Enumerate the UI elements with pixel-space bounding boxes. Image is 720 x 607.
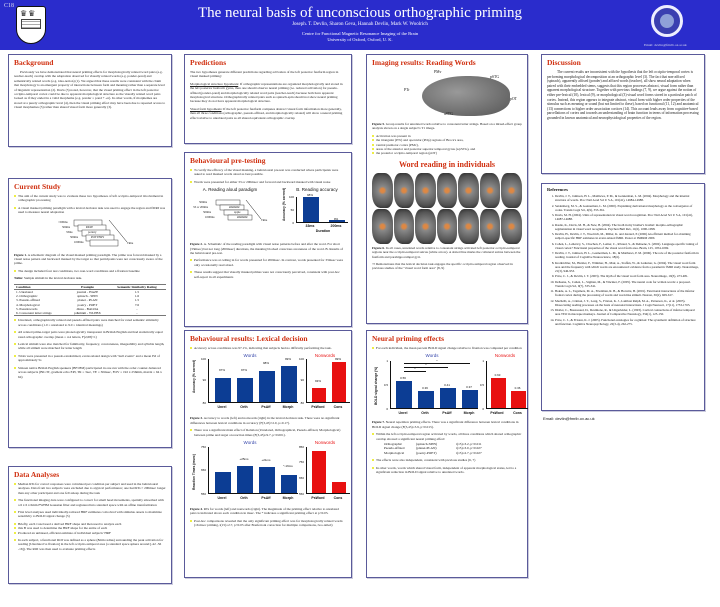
bar-33ms [303, 197, 319, 223]
bullet: In other words, words which shared visual form, independent of apparent morphological status, led to a significant reduction in BOLD signal relative to unrelated words. [372, 466, 522, 475]
region-label: pSTG [490, 75, 500, 79]
y-tick: 1 [482, 359, 484, 364]
bar-psaff [259, 467, 275, 493]
x-tick: Orth [240, 405, 248, 410]
subject-slice [480, 173, 501, 208]
figure-2a-title: A. Reading aloud paradigm [202, 187, 258, 193]
stimulus-word: pottery [88, 229, 97, 234]
figure-6-caption: Figure 6. In all cases, unrelated words relative to consonant strings activated left posterior occipito-temporal regions near the occipito-temporal sulcus (white arrow). A dotted line marks the collateral sulcus between the fusiform and parahippocampal gyri. [372, 245, 521, 259]
figure-5-caption: Figure 5. Group results for unrelated words relative to consonant letter strings. Based on a mixed-effect group analysis shown on a single subject's T1 image. [372, 122, 522, 131]
table-caption: Table: Sample stimuli in the lexical decision task. [14, 276, 83, 281]
figure-7-caption: Figure 7. Neural repetition priming effects. There was a significant difference between lexical conditions in BOLD signal change (F(3,45)=3.9, p<0.015). [372, 420, 519, 429]
chart-axes [306, 447, 350, 494]
y-tick: 1 [386, 359, 388, 364]
y-tick: 100 [298, 357, 304, 362]
y-axis-label: Accuracy (% correct) [192, 360, 196, 394]
y-tick: 80 [300, 401, 304, 406]
chart-title: Words [425, 353, 439, 359]
bar-psaff [440, 388, 456, 408]
reference-item: 13. Distler, C., Boussaoud, D., Desimone, R., & Ungerleider, L. (1993). Cortical connections of inferior temporal area TEO in macaque monkeys. Journal of Comparative Neurology, 334(1), 125-150. [555, 308, 699, 316]
discussion-panel [541, 54, 705, 174]
predictions-heading: Predictions [190, 58, 227, 67]
sub-bullet: this B was used to determine the HRF shape for the entire of each [14, 526, 166, 530]
references-heading: References [547, 187, 568, 192]
subject-slice [437, 173, 458, 208]
stimulus-word: ####### [229, 205, 240, 210]
bullet: Sixteen native British English speakers (BF:J8M) participated in one run with the order counter-balanced across subjects (B0=3T, gradient echo EPI, TR = 3sec, TE = 30msec, FOV = 192 x 256mm, matrix = 64 x 64) [14, 366, 166, 379]
references-list [547, 194, 699, 326]
bullet: Accuracy across conditions was 97.1%, indicating that subjects had no difficulty performing the task. [190, 346, 346, 350]
effect-row: Morphological (poetry-POET) t(15)=2.7, p<0.027 [384, 450, 482, 455]
bullet: Within the left occipito-temporal region activated by words, all three conditions which shared orthographic overlap showed a significant neural priming effect: [372, 432, 522, 441]
discussion-text: The current results are inconsistent with the hypothesis that the left occipito-temporal cortex is performing morphological decomposition at an orthographic level (3). The fact that non-affixed (spinach), apparently affixed (ponder) and affixed words (teacher), all show neural adaptation when paired with their embedded stems, suggests that this region processes abstract, visual form rather than apparent morphological structure. Together with previous findings (7, 9), we argue against the notion of either pre-lexical (10), lexical (9), or morphological (3) visual word forms stored in a particular patch of cortex. Instead, this region appears to integrate abstract, visual form with higher order properties of the stimulus such as meaning or sound (but not limited to these), based on functional (11, 12) and anatomical (13) connections to higher order association cortices (14). This account leads away from cognitive-based parcellations of cortex and towards an understanding of brain function in terms of information processing grounded in known anatomical and neurophysiological properties of the region. [547, 70, 699, 120]
affiliation-line-2: University of Oxford, Oxford, U. K. [327, 37, 393, 42]
y-tick: 0 [386, 407, 388, 412]
bar-value: 93% [314, 379, 321, 384]
x-axis-label: Duration [315, 229, 331, 234]
timing-label: ~500ms [58, 219, 68, 224]
significance-star: * [414, 367, 416, 372]
priming-label: *-16ms [283, 464, 293, 469]
x-tick: Cons [513, 411, 522, 416]
bar-orth [237, 378, 253, 402]
figure-2-caption: Figure 2. A. Schematic of the reading paradigm with visual noise patterns before and after the word. For short (33msec) but not long (200msec) durations, the masking blocked conscious awareness of the word. B. Results of the behavioural pre-test. [190, 242, 344, 256]
bullet: Median RTs for correct responses were calculated per condition per subject and used in the behavioural analyses. Data from two subjects were excluded due to atypical performance; one had RTs > 200msec longer than any other participant and one fell asleep during the task [14, 482, 166, 495]
bullet: Activation was present in [372, 134, 522, 138]
reference-item: 2. Seidenberg, M. S., & Gonnerman, L. M. (2000). Explaining derivational morphology as the convergence of codes. Trends Cogn Sci, 4(9), 353-361. [555, 204, 699, 212]
figure-6-note: ⇒ Demonstrates that the lexical decision task engages the specific occipito-temporal region observed in previous studies of the "visual word form area" (8, 9) [372, 262, 513, 271]
x-tick: Orth [240, 496, 248, 501]
masked-priming-diagram [14, 218, 164, 250]
time-arrow-label: Time [261, 218, 268, 223]
references-panel [541, 183, 705, 411]
priming-label: +21ms [261, 458, 271, 463]
reference-item: 1. Devlin, J. T., Jamison, H. L., Matthews, P. M., & Gonnerman, L. M. (2004). Morphology and the internal structure of words. Proc Natl Acad Sci U S A, 101(41), 14984-14988. [555, 194, 699, 202]
chart-title: Words [243, 440, 257, 446]
bullet: All related prime-target pairs were phonologically transparent in British English and had statistically equal rated orthographic overlap (mean = 4.4 letters, F(2,68)<1) [14, 330, 166, 339]
table-row: 4. Morphological poetry - POET 7.6 [16, 302, 140, 307]
stimuli-table: Condition Example Semantic Similarity Rating 1. Unrelated journal - HAZE 1.5 2. Orthographic spinach - SPIN 1.6 3. Pseudo-affixed planet - PLAN 1.5 4. Morphological poetry - POET 7.6 5. Pseudowords dinsa - BALDA - 6. Consonant letter strings pdkmnm - WLPBX - [14, 284, 166, 317]
reading-accuracy-chart [282, 187, 352, 239]
bar-psword [491, 378, 506, 408]
timing-label: 33ms [66, 229, 73, 234]
y-tick: 50 [290, 208, 294, 213]
bar-value: 99% [334, 357, 341, 362]
bullet: Performance was at ceiling in for words presented for 200msec. In contrast, words presented for 33msec were only occasionally read aloud. [190, 258, 346, 267]
figure-3-caption: Figure 3. Accuracy to words (left) and nonwords (right) in the lexical decision task. There were no significant differences between lexical conditions in accuracy (F(3,45)<2.0, p=0.17). [190, 416, 340, 425]
bar-value: 97% [218, 368, 225, 373]
x-tick: 200ms [330, 224, 342, 229]
timing-label: 500ms [70, 234, 79, 239]
imaging-panel [366, 54, 528, 324]
reference-item: 5. Devlin, H., Devlin, J. T., Woolrich, M., Miller, K. and Jezzard, P. (2006) An efficient method for obtaining subject-specific HRF estimates in event-related fMRI. Poster at ISMRM 2006 [555, 232, 699, 240]
table-row: 5. Pseudowords dinsa - BALDA - [16, 306, 138, 311]
bullet: The effects were also independent, consistent with previous studies (6, 7) [372, 458, 522, 462]
subject-slice [501, 209, 522, 244]
y-tick: 0.5 [479, 383, 484, 388]
table-row: 6. Consonant letter strings pdkmnm - WLPBX - [14, 311, 166, 316]
reference-item: 6. Cohen, L., Lehericy, S., Chochon, F., Lemer, C., Rivaud, S., & Dehaene, S. (2002). Language-specific tuning of visual cortex? Functional properties of the visual word form area. Brain, 125, 1054-1069. [555, 242, 699, 250]
subject-slice [372, 209, 393, 244]
background-heading: Background [14, 58, 54, 67]
x-tick: PsAff [261, 496, 271, 501]
header-email: Email: devlin@fmrib.ox.ac.uk [644, 43, 687, 47]
x-tick: Morph [282, 496, 294, 501]
x-tick: Cons [333, 496, 343, 501]
poster-title: The neural basis of unconscious orthographic priming [197, 5, 523, 21]
figure-7-bold-charts [372, 353, 522, 417]
stimulus-word: POTTERY [91, 234, 105, 239]
region-label: aSTG [444, 112, 453, 116]
morphological-hypothesis: Morphological structure hypothesis: If orthographic representations are organized morphologically and stored in the left posterior fusiform gyrus, then one should observe neural priming (i.e. reduced activation) for pseudo-affixed (ponder-pond) and morphologically related word pairs (teacher-teach) because both have apparent morphological structure. Orthographically related pairs such as spinach-spin should not show neural priming because they do not have apparent morphological structure. [190, 81, 343, 104]
y-axis-label: Accuracy (% correct) [282, 188, 286, 222]
subject-slice [415, 173, 436, 208]
chart-axes [208, 359, 298, 403]
timing-label: 500ms [203, 210, 212, 215]
effect-row: Pseudo-affixed (planet-PLAN) t(15)=3.0, p<0.027 [384, 446, 482, 451]
subject-slice [394, 209, 415, 244]
subject-slice [501, 173, 522, 208]
word-reading-heading: Word reading in individuals [398, 159, 496, 169]
table-row: 2. Orthographic spinach - SPIN 1.6 [16, 293, 140, 298]
bar-psaff [259, 371, 275, 402]
chart-axes [486, 361, 528, 409]
bar-value: 0.56 [400, 376, 406, 381]
reference-item: 3. Davis, M. H. (2004). Units of representation in visual word recognition. Proc Natl Acad Sci U S A, 101(41), 14687-14688. [555, 213, 699, 221]
background-panel [8, 54, 172, 147]
bar-psword [312, 451, 326, 493]
priming-label: +25ms [239, 457, 249, 462]
sub-bullet: the posterior occipito-temporal region (pOT) [372, 151, 522, 155]
x-tick: Unrel [398, 411, 408, 416]
bar-morph [281, 366, 297, 402]
timing-label: 1000ms [205, 215, 215, 220]
bullet: Words were presented for either 33 or 200msec and forward and backward masked with visual noise [190, 180, 346, 184]
x-tick: Cons [333, 405, 343, 410]
y-tick: 80 [202, 401, 206, 406]
table-row: 1. Unrelated journal - HAZE 1.5 [16, 289, 140, 294]
bullet: The design included four test conditions, two non-word conditions and a fixation baseline [14, 269, 166, 273]
subject-slice [480, 209, 501, 244]
x-tick: PsWord [311, 496, 325, 501]
subject-slice [372, 173, 393, 208]
y-axis-label: BOLD signal change (%) [374, 367, 378, 406]
predictions-panel [184, 54, 352, 144]
neural-priming-panel [366, 330, 528, 578]
bar-cons [332, 482, 346, 493]
poster-affiliation [0, 31, 720, 43]
reference-item: 7. Devlin, J. T., Jamison, H. L., Gonnerman, L. M., & Matthews, P. M. (2006). The role of the posterior fusiform in reading. Journal of Cognitive Neuroscience, 18(6). [555, 251, 699, 259]
predictions-intro: The two hypotheses generate different predictions regarding activation of the left posterior fusiform region in visual masked priming: [190, 70, 339, 79]
bar-unrel [215, 472, 231, 493]
bar-cons [511, 391, 526, 408]
figure-3-accuracy-charts [190, 353, 346, 413]
figure-2 [190, 187, 346, 239]
chart-axes [208, 447, 298, 494]
lexical-decision-panel [184, 330, 352, 578]
reference-item: 11. Bokde, A. L., Tagamets, M. A., Friedman, R. B., & Horwitz, B. (2001). Functional interactions of the inferior frontal cortex during the processing of words and word-like stimuli. Neuron, 30(2), 609-617. [555, 289, 699, 297]
bar-value: 98% [306, 193, 313, 198]
bar-value: 0.63 [494, 373, 501, 378]
bullet: Trials were presented in a pseudo-randomized, event-related design with "null events" and a mean ISI of approximately 5s [14, 354, 166, 363]
significance-bracket [404, 371, 426, 372]
y-tick: 0 [292, 221, 294, 226]
data-analyses-panel [8, 466, 172, 584]
x-tick: Morph [282, 405, 294, 410]
bar-value: 9% [333, 217, 339, 222]
x-tick: 33ms [305, 224, 315, 229]
bullet: The functional imaging data were configured to correct for small head movements, spatially smoothed with a 6 x 6 x 6mm FWHM Gaussian filter and registered into standard space with an affine transformation [14, 498, 166, 507]
bar-value: 0.36 [514, 386, 521, 391]
reference-item: 14. Price, C. J., & Friston, K. J. (2005). Functional ontologies for cognition: The systematic definition of structure and function. Cognitive Neuropsychology, 22(3-4), 262-275. [555, 318, 699, 326]
y-tick: 100 [288, 195, 294, 200]
bar-value: 97% [240, 368, 247, 373]
visual-form-hypothesis: Visual form hypothesis: If the left posterior fusiform computes abstract visual form information more generally, then all three conditions (orthographic, pseudo-affixed, and morphologically related) will show a neural priming effect relative to unrelated pairs as all shared equivalent orthographic overlap [190, 106, 343, 120]
reference-item: 12. Mechelli, A., Crinion, J. T., Long, S., Friston, K. J., Lambon Ralph, M. A., Patterson, K., et al. (2005). Dissociating reading processes on the basis of neuronal interactions. J Cogn Neurosci, 17(11), 1753-1765. [555, 299, 699, 307]
significance-star: * [436, 359, 438, 364]
current-study-heading: Current Study [14, 182, 61, 191]
sub-bullet: Produced an unbiased, efficient estimate of individual subjects' HRF [14, 531, 166, 535]
pretest-heading: Behavioural pre-testing [190, 156, 266, 165]
bar-unrel [396, 381, 412, 408]
bullet: The aim of the current study was to evaluate these two hypotheses of left occipito-temporal involvement in orthographic processing [14, 194, 166, 203]
bullet: Unrelated, orthographically related and pseudo-affixed pairs were matched for rated semantic similarity across conditions (1.0 = unrelated to 9.0 = identical meanings) [14, 318, 166, 327]
y-tick: 90 [300, 378, 304, 383]
figure-1-diagram [14, 218, 166, 250]
subject-slice [458, 173, 479, 208]
x-tick: PsAff [261, 405, 271, 410]
reference-item: 10. Dehaene, S., Cohen, L., Sigman, M., & Vinckier, F. (2005). The neural code for written words: a proposal. Trends Cogn Sci, 9(7), 335-341. [555, 280, 699, 288]
bar-value: 98% [262, 361, 269, 366]
timing-label: 500ms [199, 200, 208, 205]
bar-orth [418, 391, 434, 408]
y-tick: 850 [298, 445, 304, 450]
x-tick: Unrel [217, 496, 227, 501]
chart-title: Nonwords [314, 353, 336, 359]
x-tick: Morph [463, 411, 475, 416]
bar-value: 99% [284, 357, 291, 362]
poster-header [0, 0, 720, 50]
affiliation-line-1: Centre for Functional Magnetic Resonance Imaging of the Brain [301, 31, 419, 36]
chart-title: Nonwords [494, 353, 516, 359]
time-arrow-label: Time [127, 240, 134, 245]
stimulus-word: PASE [86, 224, 94, 229]
bullet: A visual masked priming paradigm with a lexical decision task was used to engage the region and fMRI was used to measure neural adaptation [14, 206, 166, 215]
individual-brain-slices [372, 173, 522, 244]
y-tick: 750 [200, 445, 206, 450]
bullet: These results suggest that visually masked primes were not consciously perceived, consistent with post-hoc self-report in all experiments [190, 270, 346, 279]
effect-row: Orthographic (spinach-SPIN) t(15)=3.2, p<0.011 [384, 442, 482, 447]
imaging-heading: Imaging results: Reading Words [372, 58, 476, 67]
table-row: 3. Pseudo-affixed planet - PLAN 1.5 [16, 298, 140, 303]
bullet: In each subject, a functional ROI was defined as a sphere (8mm radius) surrounding the peak activation for reading [Unrelated vs fixation] in the left occipito-temporal area (a standard space sphere around [-42 -56 -16]). The ROI was then used to evaluate priming effects [14, 538, 166, 551]
timing-label: 1000ms [74, 239, 84, 244]
poster-code: C18 [4, 3, 15, 9]
y-tick: 0 [482, 407, 484, 412]
y-tick: 650 [298, 476, 304, 481]
priming-effects-list [372, 442, 522, 455]
data-analyses-heading: Data Analyses [14, 470, 60, 479]
x-tick: PsAff [442, 411, 452, 416]
poster-authors: Joseph. T. Devlin, Sharon Geva, Hannah Devlin, Mark W. Woolrich [292, 22, 428, 27]
reference-item: 9. Price, C. J., & Devlin, J. T. (2003). The myth of the visual word form area. Neuroimage, 19(3), 473-481. [555, 274, 699, 278]
discussion-heading: Discussion [547, 58, 581, 67]
subject-slice [415, 209, 436, 244]
bullet: Lexical stimuli were also matched for familiarity, frequency, concreteness, imageability and syllable length, while all stimuli were matched for letter length [14, 342, 166, 351]
subject-slice [437, 209, 458, 244]
lexical-heading: Behavioural results: Lexical decision [190, 334, 308, 343]
bullet: There was a significant main effect of Relation (Unrelated, Orthographical, Pseudo-affixed, Morphological) between prime and target on reaction times (F(3,45)=9.7, p<0.001). [190, 428, 346, 437]
x-tick: Orth [421, 411, 429, 416]
bar-value: 0.37 [466, 385, 472, 390]
y-axis-label: Reaction Times (msec) [192, 454, 196, 491]
y-tick: 650 [200, 468, 206, 473]
y-tick: 550 [200, 492, 206, 497]
bullet: To verify the efficacy of the visual masking, a behavioural pre-test was conducted where participants were asked to read masked words aloud as best possible. [190, 168, 346, 177]
bar-unrel [215, 378, 231, 402]
y-tick: 750 [298, 460, 304, 465]
significance-star: * [425, 363, 427, 368]
x-tick: PsWord [490, 411, 504, 416]
bar-cons [332, 362, 346, 402]
sub-bullet: the triangular (PTr) and opercular (POp) regions of Broca's area, [372, 138, 522, 142]
timing-label: 33 or 200ms [193, 205, 208, 210]
background-text: Previously we have demonstrated that neural priming effects for morphologically related word pairs (e.g. teacher-teach) overlap with the adaptation observed for visually related words (e.g. ponder-pond) and semantically related words (e.g. idea-notion) (1). We argued that these results were consistent with the claim that morphology is an emergent property of interactions between form and meaning rather than a separate level of linguistic representation (2). Davis (3) noted, however, that the visual priming effect in the left posterior occipito-temporal cortex could be due to apparent morphological structure as the visually related word pairs looked as if they ended in a valid morpheme (e.g. ponder = pond + -er). In other words, if morphemes are stored at a purely orthographic level (4), then the visual priming effect may have been due to repeated access to visual morphemes (3) rather than shared visual form more generally (3). [14, 70, 166, 110]
current-study-panel [8, 178, 172, 448]
sub-bullet: ventral premotor cortex (PMv), [372, 143, 522, 147]
timing-label: 500ms [62, 224, 71, 229]
bar-orth [237, 466, 253, 493]
chart-title: Nonwords [314, 440, 336, 446]
brain-rendering [372, 70, 522, 120]
x-tick: PsWord [311, 405, 325, 410]
figure-1-caption: Figure 1. A schematic diagram of the visual masked priming paradigm. The prime was forward masked by a visual noise pattern and backward masked by the target so that participants were not consciously aware of the prime. [14, 252, 163, 266]
reference-item: 8. Kronbichler, M., Hutzler, F., Wimmer, H., Mair, A., Staffen, W., & Ladurner, G. (2004). The visual word form area and the frequency with which words are encountered: evidence from a parametric fMRI study. Neuroimage, 21(3), 946-953. [555, 261, 699, 273]
stimulus-word: ####### [237, 215, 248, 220]
pretest-panel [184, 152, 352, 327]
contact-email[interactable]: Email: devlin@fmrib.ox.ac.uk [543, 416, 595, 421]
chart-title: Words [243, 353, 257, 359]
reference-item: 4. Rastle, K., Davis, M. H., & New, B. (2004). The broth in my brother's brothel: morpho-orthographic segmentation in visual word recognition. Psychon Bull Rev, 11(6), 1090-1098. [555, 223, 699, 231]
bar-psword [312, 388, 326, 402]
bullet: First level analyses used individually-tailored HRF estimates convolved with stimulus onsets to maximize sensitivity to BOLD signal change (5) [14, 510, 166, 519]
y-tick: 100 [200, 357, 206, 362]
figure-4-caption: Figure 4. RTs for words (left) and nonwords (right). The magnitude of the priming effect relative to unrelated pairs is indicated above each condition in msec. The * indicates a significant priming effect at p<0.05. [190, 507, 339, 516]
neural-heading: Neural priming effects [372, 334, 445, 343]
sub-bullet: areas of the anterior and posterior superior temporal gyrus (a/pSTG), and [372, 147, 522, 151]
significance-bracket [404, 367, 448, 368]
y-tick: 550 [298, 492, 304, 497]
region-label: PMv [434, 70, 442, 74]
bar-value: 0.41 [444, 383, 450, 388]
brain-image [422, 76, 510, 116]
bar-value: 0.36 [422, 386, 428, 391]
subject-slice [394, 173, 415, 208]
bullet: For each individual, the mean percent BOLD signal change relative to fixation was computed per condition [372, 346, 522, 350]
bullet: Post-hoc comparisons revealed that the only significant priming effect was for morphologically related words (16 msec priming, t(15)=2.7, p<0.05 after Bonferroni correction for multiple comparisons, two-tailed) [190, 519, 346, 528]
sub-bullet: Briefly, each voxel used a derived HRF shape and then used to analyze each [14, 522, 166, 526]
region-label: pOT [510, 97, 517, 101]
chart-title: B. Reading accuracy [296, 187, 338, 193]
bar-morph [462, 390, 478, 408]
fmrib-logo-icon [651, 5, 683, 37]
region-label: PTr [404, 88, 410, 92]
significance-bracket [404, 363, 470, 364]
x-tick: Unrel [217, 405, 227, 410]
stimulus-word: apple [234, 210, 241, 215]
y-tick: 90 [202, 378, 206, 383]
oxford-crest-icon: ♛♛ [16, 6, 46, 44]
figure-4-rt-charts [190, 440, 346, 504]
subject-slice [458, 209, 479, 244]
y-tick: 0.5 [383, 383, 388, 388]
